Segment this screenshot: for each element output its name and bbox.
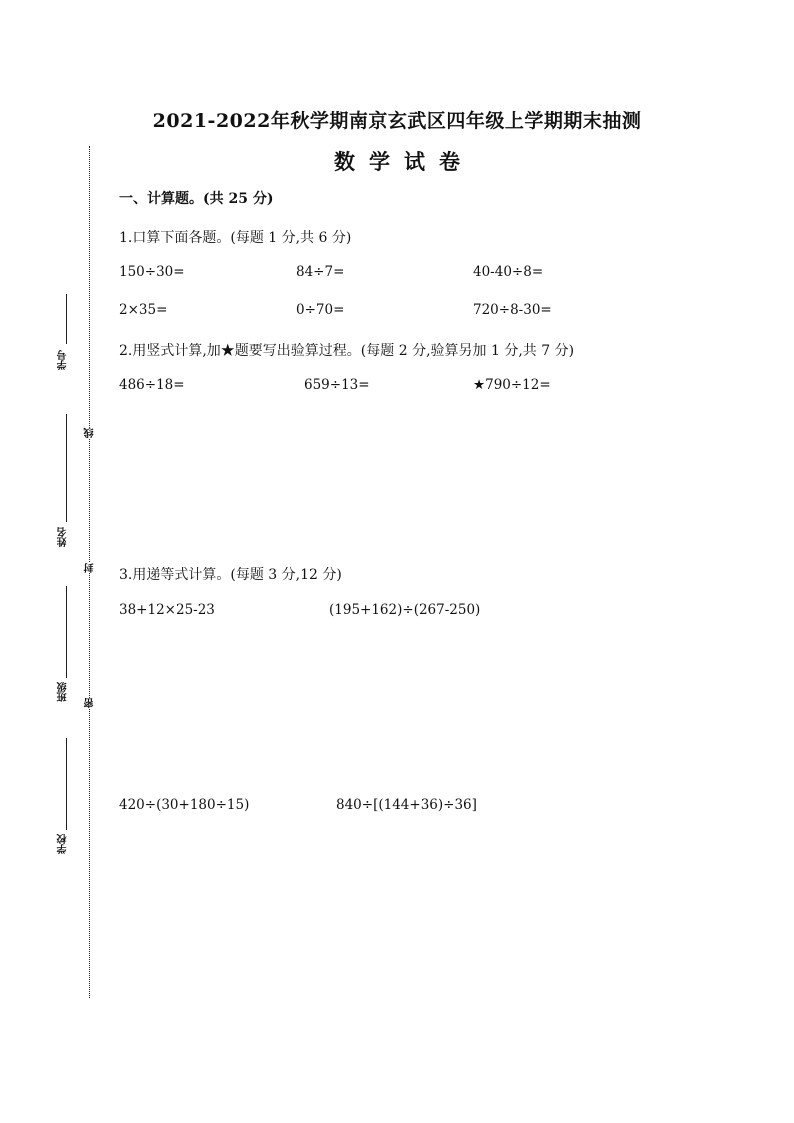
- q3-item: 38+12×25-23: [119, 602, 215, 618]
- student-id-label: 学号: [58, 350, 69, 370]
- seal-mark-feng: 封: [85, 563, 96, 573]
- q1-item: 720÷8-30=: [473, 302, 552, 318]
- class-line[interactable]: [66, 586, 67, 678]
- student-name-label: 姓名: [58, 527, 69, 547]
- q1-item: 40-40÷8=: [473, 264, 544, 280]
- seal-mark-mi: 密: [85, 698, 96, 708]
- question-3-label: 3.用递等式计算。(每题 3 分,12 分): [119, 567, 342, 583]
- school-line[interactable]: [66, 738, 67, 830]
- q3-item: 420÷(30+180÷15): [119, 797, 250, 813]
- q2-item: 486÷18=: [119, 377, 185, 393]
- q1-item: 0÷70=: [296, 302, 345, 318]
- class-label: 班级: [58, 682, 69, 702]
- q3-item: (195+162)÷(267-250): [329, 602, 481, 618]
- section-1-heading: 一、计算题。(共 25 分): [119, 191, 274, 207]
- school-label: 学校: [58, 834, 69, 854]
- q3-item: 840÷[(144+36)÷36]: [336, 797, 477, 813]
- q2-item: 659÷13=: [304, 377, 370, 393]
- student-id-line[interactable]: [66, 294, 67, 344]
- q1-item: 150÷30=: [119, 264, 185, 280]
- q1-item: 2×35=: [119, 302, 168, 318]
- q1-item: 84÷7=: [296, 264, 345, 280]
- exam-title: 2021-2022年秋学期南京玄武区四年级上学期期末抽测: [152, 110, 642, 132]
- exam-subtitle: 数学试卷: [334, 149, 474, 174]
- q2-item: ★790÷12=: [473, 377, 551, 393]
- seal-mark-xian: 线: [85, 428, 96, 438]
- student-name-line[interactable]: [66, 414, 67, 522]
- question-1-label: 1.口算下面各题。(每题 1 分,共 6 分): [119, 230, 352, 246]
- question-2-label: 2.用竖式计算,加★题要写出验算过程。(每题 2 分,验算另加 1 分,共 7 分): [119, 343, 575, 359]
